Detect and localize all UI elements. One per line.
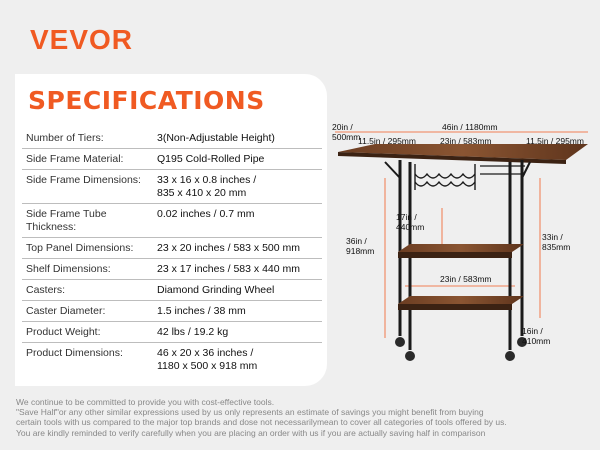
spec-value: 23 x 17 inches / 583 x 440 mm xyxy=(157,263,300,275)
spec-label: Side Frame Dimensions: xyxy=(26,174,141,186)
spec-row-weight xyxy=(22,322,322,343)
spec-label: Product Weight: xyxy=(26,326,101,338)
spec-row-tube-thickness xyxy=(22,204,322,238)
spec-value: 0.02 inches / 0.7 mm xyxy=(157,208,255,220)
spec-row-top-panel xyxy=(22,238,322,259)
spec-value: 33 x 16 x 0.8 inches / 835 x 410 x 20 mm xyxy=(157,174,257,199)
spec-row-shelf xyxy=(22,259,322,280)
spec-label: Side Frame Tube Thickness: xyxy=(26,208,107,233)
spec-title: SPECIFICATIONS xyxy=(28,86,265,115)
spec-label: Number of Tiers: xyxy=(26,132,104,144)
spec-value: Q195 Cold-Rolled Pipe xyxy=(157,153,265,165)
spec-label: Casters: xyxy=(26,284,66,296)
disclaimer: We continue to be committed to provide you with cost-effective tools. "Save Half"or any other similar expressions used by us only represents an estimate of savings you might benefit from buying certain tools with us compared to the major top brands and dose not necessarilymean to cover all categories of tools offered by us. You are kindly reminded to verify carefully when you are placing an order with us if you are actually saving half in comparison xyxy=(16,397,507,438)
dim-frame-depth: 16in / 410mm xyxy=(522,326,551,346)
dim-frame-height: 33in / 835mm xyxy=(542,232,571,252)
spec-label: Product Dimensions: xyxy=(26,347,123,359)
spec-label: Side Frame Material: xyxy=(26,153,124,165)
dim-top-width: 23in / 583mm xyxy=(440,136,492,146)
dim-total-height: 36in / 918mm xyxy=(346,236,375,256)
spec-row-caster-diameter xyxy=(22,301,322,322)
product-diagram xyxy=(330,118,595,368)
middle-shelf xyxy=(398,244,524,252)
spec-label: Top Panel Dimensions: xyxy=(26,242,134,254)
dim-total-width: 46in / 1180mm xyxy=(442,122,498,132)
bottom-shelf xyxy=(398,296,524,304)
spec-label: Caster Diameter: xyxy=(26,305,106,317)
wing-supports xyxy=(385,162,530,178)
spec-value: 23 x 20 inches / 583 x 500 mm xyxy=(157,242,300,254)
glass-holder xyxy=(480,166,525,174)
spec-value: 3(Non-Adjustable Height) xyxy=(157,132,275,144)
dim-shelf-depth: 17in / 440mm xyxy=(396,212,425,232)
casters xyxy=(395,337,527,361)
spec-label: Shelf Dimensions: xyxy=(26,263,111,275)
spec-row-product-dimensions xyxy=(22,343,322,376)
spec-table xyxy=(22,128,322,376)
spec-row-casters xyxy=(22,280,322,301)
dim-left-wing: 11.5in / 295mm xyxy=(358,136,416,146)
dim-shelf-width: 23in / 583mm xyxy=(440,274,492,284)
wine-rack xyxy=(415,164,475,190)
vevor-logo: VEVOR xyxy=(30,24,134,55)
spec-row-material xyxy=(22,149,322,170)
spec-value: Diamond Grinding Wheel xyxy=(157,284,275,296)
spec-value: 42 lbs / 19.2 kg xyxy=(157,326,229,338)
spec-row-tiers xyxy=(22,128,322,149)
dim-right-wing: 11.5in / 295mm xyxy=(526,136,584,146)
spec-value: 1.5 inches / 38 mm xyxy=(157,305,246,317)
spec-row-frame-dimensions xyxy=(22,170,322,204)
spec-value: 46 x 20 x 36 inches / 1180 x 500 x 918 mm xyxy=(157,347,258,372)
dim-top-depth: 20in / 500mm xyxy=(332,122,361,142)
